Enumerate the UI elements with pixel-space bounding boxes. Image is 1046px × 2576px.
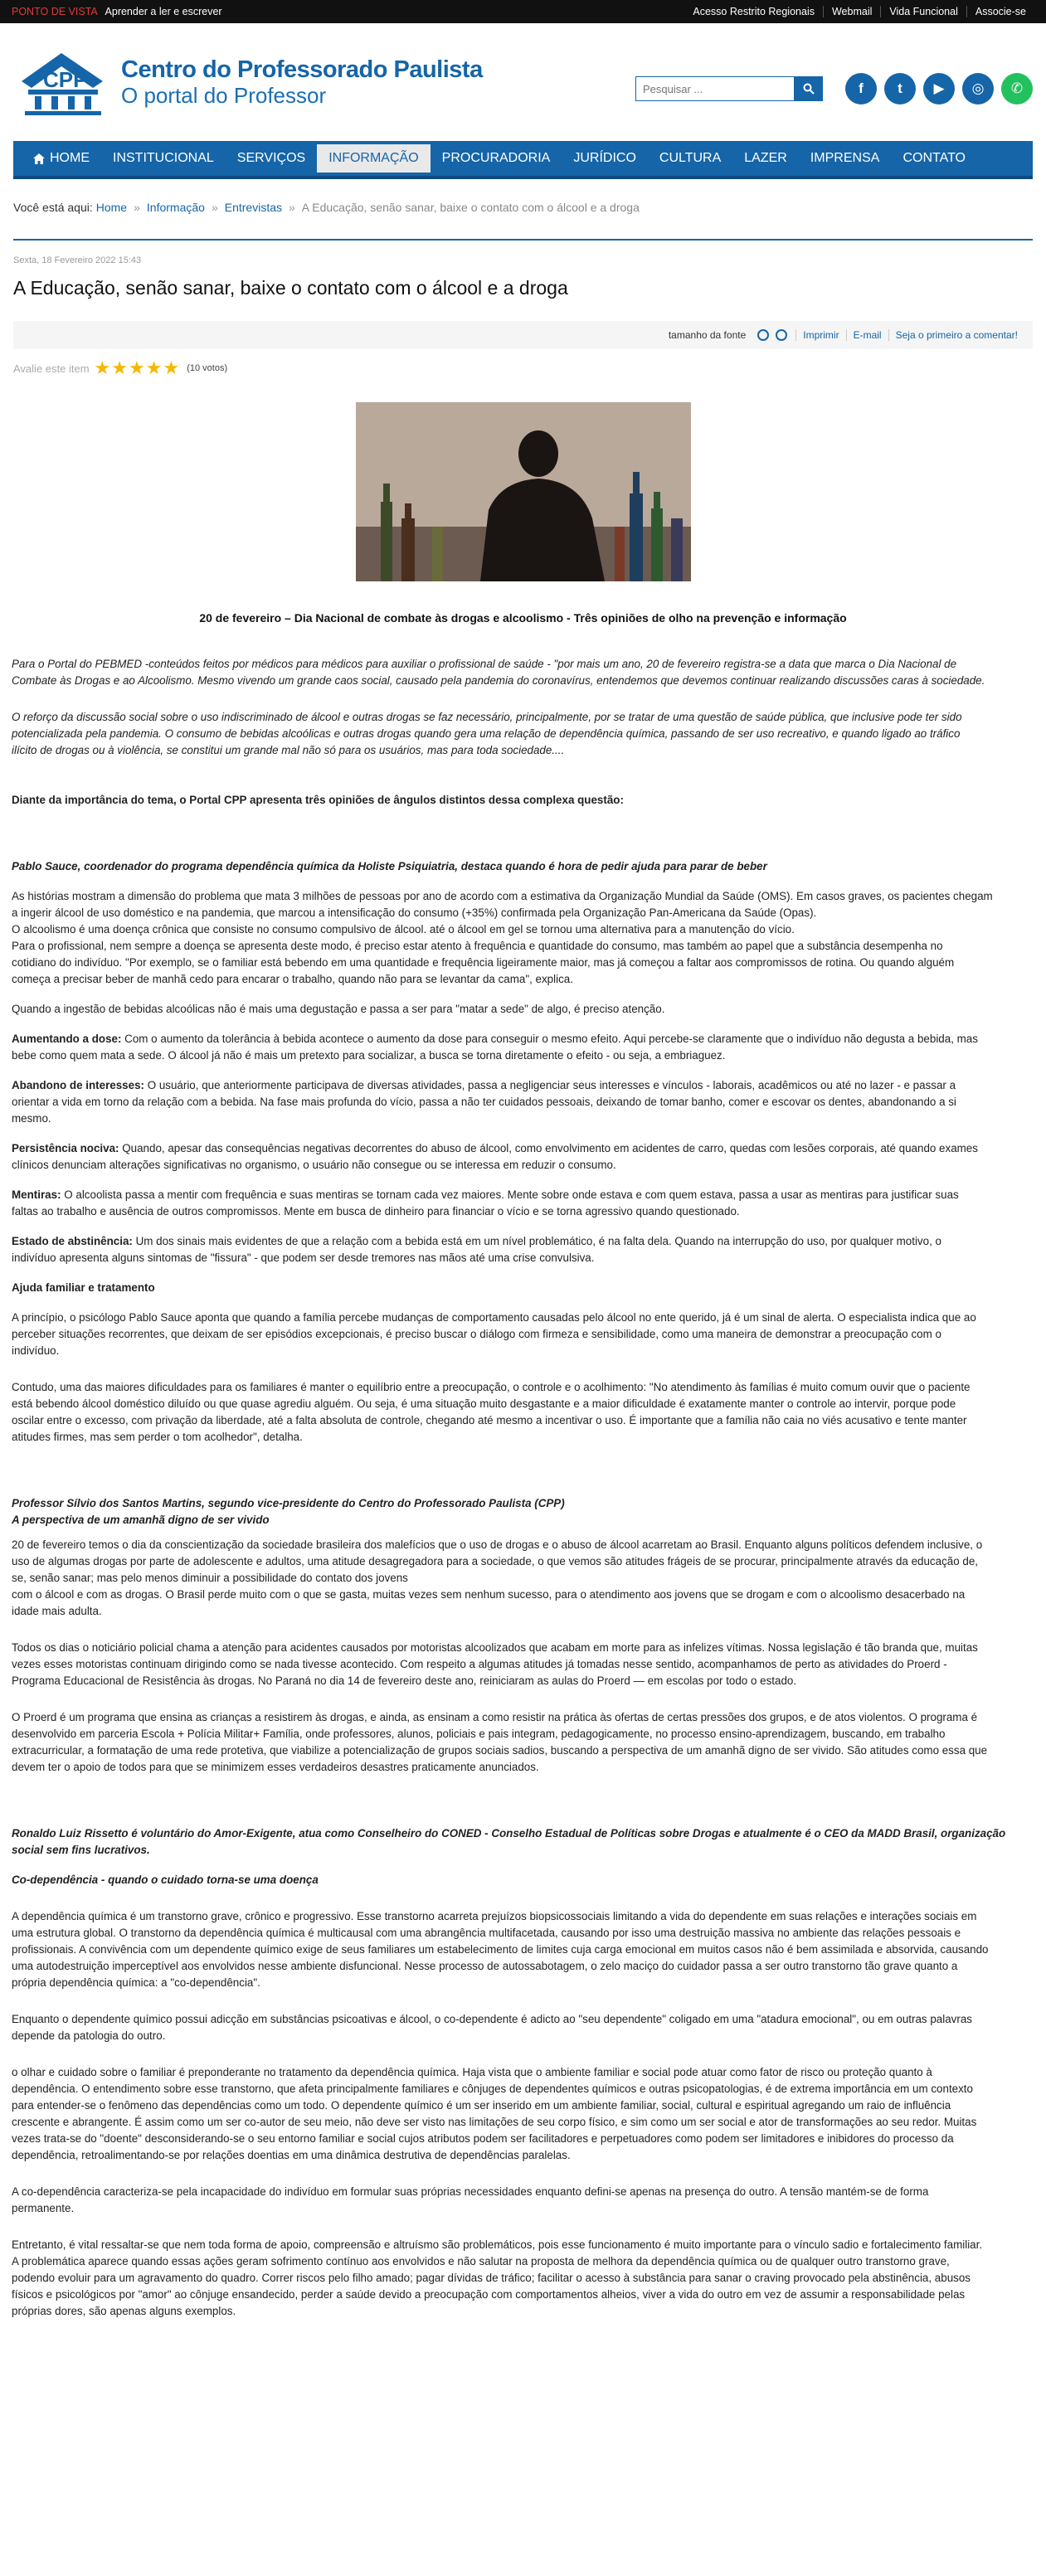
link-restricted-access[interactable]: Acesso Restrito Regionais [693,6,815,17]
body-text: perceber situações recorrentes, que deixam de ser episódios excepcionais, é preciso buscar o diálogo com firmeza e sensibilidade, como uma maneira de demonstrar a preocupação com o [12,1328,941,1340]
breadcrumb-label: Você está aqui: [13,201,93,214]
body-text: permanente. [12,2202,75,2214]
breadcrumb-separator: » [289,201,295,214]
body-text: clínicos denunciam alterações significativas no organismo, o usuário não consegue ou se interessa em reduzir o consumo. [12,1159,616,1171]
breadcrumb-separator: » [211,201,218,214]
article-date: Sexta, 18 Fevereiro 2022 15:43 [13,255,142,265]
section-heading: Professor Sílvio dos Santos Martins, segundo vice-presidente do Centro do Professorado Paulista (CPP) [12,1497,565,1509]
body-text: bebe como quem mata a sede. O álcool já não é mais um pretexto para socializar, a busca se torna diretamente o efeito - ou seja, a embriaguez. [12,1049,726,1062]
nav-servicos[interactable]: SERVIÇOS [236,151,306,165]
search-button[interactable] [795,76,823,101]
body-text [12,1140,1046,1157]
body-text: com o álcool e com as drogas. O Brasil perde muito com o que se gasta, muitas vezes sem nenhum sucesso, para o atendimento aos jovens que se drogam e com o alcoolismo desacerbado na [12,1588,966,1601]
rating [13,359,1033,377]
top-bar-links [684,6,1034,17]
article-image [356,402,691,581]
body-text: o olhar e cuidado sobre o familiar é preponderante no tratamento da dependência química. Haja vista que o ambiente familiar e social pode atuar como fator de risco ou proteção quanto à [12,2066,932,2078]
home-icon [33,153,45,164]
article-tools [13,321,1033,349]
term-text: Com o aumento da tolerância à bebida acontece o aumento da dose para conseguir o mesmo efeito. Aqui percebe-se claramente que o indivíduo não degusta a bebida, mas [121,1033,978,1045]
main-nav [13,141,1033,179]
body-text: crescente e abrangente. É assim como um ser co-autor de seu meio, não deve ser visto nas limitações de seu corpo físico, e sim como um ser social e ator de transformações ao seu redor. Muitas [12,2116,977,2128]
body-text: uma autodestruição imperceptível aos envolvidos nesse ambiente disfuncional. Nesse processo de autossabotagem, o zelo maciço do cuidador passa a ser outro transtorno tão grave quanto a [12,1960,958,1972]
intro-paragraph: ilícito de drogas ou à violência, se constitui um grande mal não só para os usuários, mas para toda sociedade.... [12,744,565,756]
lead-paragraph: Diante da importância do tema, o Portal CPP apresenta três opiniões de ângulos distintos dessa complexa questão: [12,794,624,806]
body-text [12,1187,1046,1203]
body-text: desenvolvido em parceria Escola + Polícia Militar+ Família, onde professores, alunos, policiais e pais integram, pedagogicamente, no processo ensino-aprendizagem, buscando, em trabalho [12,1728,946,1740]
section-heading: Pablo Sauce, coordenador do programa dependência química da Holiste Psiquiatria, destaca quando é hora de pedir ajuda para parar de beber [12,860,767,872]
body-text: próprias dores, são apenas alguns exemplos. [12,2305,236,2317]
body-text: A princípio, o psicólogo Pablo Sauce aponta que quando a família percebe mudanças de comportamento causadas pelo álcool no ente querido, já é um sinal de alerta. O especialista indica que ao [12,1311,976,1324]
youtube-icon[interactable]: ▶ [923,73,955,104]
term-label: Estado de abstinência: [12,1235,133,1247]
print-link[interactable]: Imprimir [795,329,845,341]
link-webmail[interactable]: Webmail [823,6,880,17]
breadcrumb-entrevistas[interactable]: Entrevistas [224,201,282,214]
body-text: está bebendo álcool doméstico diluído ou que quase agrediu alguém. Ou seja, é uma situação muito desgastante e a maior dificuldade é exatamente manter o controle ao intervir, porque pode [12,1397,956,1410]
top-bar [0,0,1046,23]
breadcrumb-separator: » [134,201,140,214]
rating-votes: (10 votos) [187,363,228,373]
section-heading: Ronaldo Luiz Rissetto é voluntário do Amor-Exigente, atua como Conselheiro do CONED - Conselho Estadual de Políticas sobre Drogas e atualmente é o CEO da MADD Brasil, organização [12,1827,1006,1840]
article-image-wrap [0,402,1046,581]
body-text: faltas ao trabalho e ausência de outros compromissos. Mente em busca de dinheiro para financiar o vício e se torna agressivo quando questionado. [12,1205,740,1218]
comment-link[interactable]: Seja o primeiro a comentar! [888,329,1024,341]
body-text: Contudo, uma das maiores dificuldades para os familiares é manter o equilíbrio entre a preocupação, o controle e o acolhimento: "No atendimento às famílias é muito comum ouvir que o paciente [12,1381,971,1393]
breadcrumb-informacao[interactable]: Informação [146,201,205,214]
body-text: idade mais adulta. [12,1605,102,1617]
term-label: Abandono de interesses: [12,1079,144,1091]
nav-juridico[interactable]: JURÍDICO [573,151,636,165]
body-text: própria dependência química: a "co-dependência". [12,1976,260,1989]
body-text: físicos e psicológicos por "amor" ao cônjuge ensandecido, perder a saúde devido a preocupação com comportamentos alheios, viver a vida do outro em vez de assumir a responsabilidade pelas [12,2288,966,2301]
breadcrumb [13,201,1033,241]
twitter-icon[interactable]: t [884,73,916,104]
nav-informacao[interactable]: INFORMAÇÃO [317,144,430,173]
top-bar-tag[interactable]: PONTO DE VISTA [12,6,98,17]
social-links [838,73,1033,104]
body-text: indivíduo apresenta alguns sintomas de "fissura" - que podem ser desde tremores nas mãos até uma crise convulsiva. [12,1252,595,1264]
instagram-icon[interactable]: ◎ [962,73,994,104]
body-text: orientar a vida em torno da relação com a bebida. Na fase mais profunda do vício, passa a não ter cuidados pessoais, deixando de tomar banho, comer e escovar os dentes, abandonando a si [12,1096,956,1108]
logo-text [121,56,483,108]
search-input[interactable] [635,76,795,101]
star-icon[interactable]: ★ [163,357,180,378]
font-size-controls [751,329,787,341]
body-text: 20 de fevereiro temos o dia da conscientização da sociedade brasileira dos malefícios que o uso de drogas e o abuso de álcool acarretam ao Brasil. Enquanto alguns políticos defendem inclusive, o [12,1538,983,1551]
nav-home[interactable] [22,144,101,173]
body-text [12,1233,1046,1250]
search-icon [803,83,815,95]
logo-title: Centro do Professorado Paulista [121,56,483,83]
body-text: uma estrutura global. O transtorno da dependência química é multicausal com uma abrangência multifacetada, causando por isso uma destruição massiva no ambiente das relações pessoais e [12,1927,961,1939]
font-size-label: tamanho da fonte [668,329,747,341]
logo-subtitle: O portal do Professor [121,83,327,108]
body-text: devem ter o apoio de todos para que se minimizem esses verdadeiros desastres praticamente anunciados. [12,1761,539,1773]
body-text: atitudes firmes, mas sem perder o tom acolhedor", detalha. [12,1431,303,1443]
term-text: O alcoolista passa a mentir com frequência e suas mentiras se tornam cada vez maiores. Mente sobre onde estava e com quem estava, passa a usar as mentiras para justificar suas [61,1188,959,1201]
body-text: extracurricular, a formatação de uma rede protetiva, que viabilize a potencialização de grupos sociais sadios, buscando a perspectiva de um amanhã digno de ser vivido. São atitudes como essa que [12,1744,988,1757]
body-text: dependência. O entendimento sobre esse transtorno, que afeta principalmente familiares e cônjuges de dependentes químicos e outras psicopatologias, é de extrema importância em um contexto [12,2083,973,2095]
body-text: mesmo. [12,1112,51,1125]
star-icon[interactable]: ★ [111,357,128,378]
body-text: cotidiano do indivíduo. "Por exemplo, se o familiar está bebendo em uma quantidade e frequência ligeiramente maior, mas já começou a faltar aos compromissos de rotina. Ou quando alguém [12,956,955,969]
nav-home-label: HOME [50,151,90,165]
nav-institucional[interactable]: INSTITUCIONAL [113,151,214,165]
body-text: se, senão sanar; mas pelo menos diminuir a possibilidade do contato dos jovens [12,1572,408,1584]
body-text: Todos os dias o noticiário policial chama a atenção para acidentes causados por motoristas alcoolizados que acabam em morte para as infelizes vítimas. Nossa legislação é tão branda que, muitas [12,1641,978,1654]
page-title: A Educação, senão sanar, baixe o contato com o álcool e a droga [13,277,568,299]
body-text: Entretanto, é vital ressaltar-se que nem toda forma de apoio, compreensão e altruísmo são problemáticos, pois esse funcionamento é muito importante para o vínculo sadio e fortalecimento familiar. [12,2238,983,2251]
body-text: A dependência química é um transtorno grave, crônico e progressivo. Esse transtorno acarreta prejuízos biopsicossociais limitando a vida do dependente em suas relações e interações sociais em [12,1910,977,1922]
intro-paragraph: potencializada pela pandemia. O consumo de bebidas alcoólicas e outras drogas quando gera uma relação de dependência química, passando de ser uso recreativo, e quando ligado ao tráfico [12,727,961,740]
rating-label: Avalie este item [13,362,90,375]
body-text: indivíduo. [12,1344,60,1357]
body-text: depende da patologia do outro. [12,2029,166,2042]
breadcrumb-current: A Educação, senão sanar, baixe o contato com o álcool e a droga [301,201,640,214]
zoom-out-icon[interactable] [757,329,769,341]
star-icon[interactable]: ★ [145,357,163,378]
body-text: podendo evoluir para um agravamento do quadro. Correr riscos pelo filho amado; pagar dívidas de tráfico; facilitar o acesso à substância para sanar o craving provocado pela abstinência, abusos [12,2272,971,2284]
body-text: Para o profissional, nem sempre a doença se apresenta deste modo, é preciso estar atento à frequência e quantidade do consumo, mas também ao papel que a substância desempenha no [12,940,943,952]
intro-paragraph: O reforço da discussão social sobre o uso indiscriminado de álcool e outras drogas se faz necessário, principalmente, por se tratar de uma questão de saúde pública, que inclusive pode ter sido [12,711,962,723]
site-logo[interactable] [13,48,483,116]
nav-cultura[interactable]: CULTURA [659,151,722,165]
body-text: As histórias mostram a dimensão do problema que mata 3 milhões de pessoas por ano de acordo com a estimativa da Organização Mundial da Saúde (OMS). Em casos graves, os pacientes chegam [12,890,993,902]
image-caption: 20 de fevereiro – Dia Nacional de combate às drogas e alcoolismo - Três opiniões de olho na prevenção e informação [199,611,847,625]
link-vida-funcional[interactable]: Vida Funcional [880,6,966,17]
body-text: O alcoolismo é uma doença crônica que consiste no consumo compulsivo de álcool. até o álcool em gel se tornou uma alternativa para a manutenção do vício. [12,923,795,936]
term-label: Mentiras: [12,1188,61,1201]
top-bar-slogan[interactable]: Aprender a ler e escrever [105,6,222,17]
body-text: profissionais. A convivência com um dependente químico exige de seus familiares um estabelecimento de limites cuja carga emocional em muitos casos não é bem assimilada e absorvida, causando [12,1943,989,1956]
nav-contato[interactable]: CONTATO [902,151,966,165]
body-text: para entender-se o fenômeno das dependências como um todo. O dependente químico é um ser inserido em um ambiente familiar, social, cultural e espiritual agregando um raio de influência [12,2099,951,2112]
search-form [635,76,823,101]
term-text: O usuário, que anteriormente participava de diversas atividades, passa a negligenciar seus interesses e vínculos - laborais, acadêmicos ou até no lazer - e passar a [144,1079,956,1091]
nav-imprensa[interactable]: IMPRENSA [810,151,880,165]
subsection-heading: Ajuda familiar e tratamento [12,1281,155,1294]
body-text [12,1031,1046,1047]
site-header [0,23,1046,141]
email-link[interactable]: E-mail [846,329,888,341]
section-heading: social sem fins lucrativos. [12,1844,150,1856]
body-text: vezes esses motoristas continuam dirigindo como se nada tivesse acontecido. Com respeito a algumas atitudes já tomadas nesse sentido, acompanhamos de perto as atividades do Proerd - [12,1658,947,1670]
body-text: O Proerd é um programa que ensina as crianças a resistirem às drogas, e ainda, as ensinam a como resistir na prática às ofertas de certas pressões dos grupos, e de atos violentos. O programa é [12,1711,978,1723]
term-text: Um dos sinais mais evidentes de que a relação com a bebida está em um nível problemático, é na falta dela. Quando na interrupção do uso, por qualquer motivo, o [132,1235,941,1247]
body-text: A problemática aparece quando essas ações geram sofrimento contínuo aos envolvidos e não salutar na proposta de melhora da dependência química ou de qualquer outro transtorno grave, [12,2255,950,2267]
breadcrumb-home[interactable]: Home [95,201,128,214]
body-text: a ingerir álcool de uso doméstico e na pandemia, que marcou a intensificação do consumo (+35%) confirmada pela Organização Pan-Americana da Saúde (Opas). [12,906,817,919]
body-text: Enquanto o dependente químico possui adicção em substâncias psicoativas e álcool, o co-dependente é adicto ao "seu dependente" coligado em uma "atadura emocional", ou em outras palavras [12,2013,972,2025]
intro-paragraph: Para o Portal do PEBMED -conteúdos feitos por médicos para médicos para auxiliar o profissional de saúde - "por mais um ano, 20 de fevereiro registra-se a data que marca o Dia Nacional de [12,658,957,670]
body-text: Quando a ingestão de bebidas alcoólicas não é mais uma degustação e passa a ser para "matar a sede" de algo, é preciso atenção. [12,1003,665,1015]
body-text: oscilar entre o excesso, com privação da liberdade, até a falta absoluta de controle, chegando até mesmo a incentivar o uso. É importante que a família não caia no viés acusativo e tente manter [12,1414,967,1427]
link-associe-se[interactable]: Associe-se [966,6,1034,17]
intro-paragraph: Combate às Drogas e ao Alcoolismo. Mesmo vivendo um grande caos social, causado pela pandemia do coronavírus, entendemos que devemos continuar realizando discussões caras à sociedade. [12,674,985,687]
cpp-logo-icon [13,48,111,116]
section-subheading: A perspectiva de um amanhã digno de ser vivido [12,1514,270,1526]
article-body [12,648,1046,2320]
nav-lazer[interactable]: LAZER [744,151,787,165]
term-label: Aumentando a dose: [12,1033,122,1045]
body-text: uso de algumas drogas por parte de adolescente e adultos, uma atitude desagregadora para a sociedade, o que vemos são atitudes frágeis de se procurar, principalmente através da educação de, [12,1555,978,1567]
top-bar-headline[interactable] [12,6,222,17]
body-text: dependência, retroalimentando-se por relações doentias em uma dinâmica destrutiva de dependências paralelas. [12,2149,571,2161]
rating-stars [95,359,181,377]
whatsapp-icon[interactable]: ✆ [1001,73,1033,104]
star-icon[interactable]: ★ [94,357,111,378]
header-right [635,48,1033,104]
body-text: vezes trata-se do "doente" desconsiderando-se o seu entorno familiar e social cujos atributos podem ser facilitadores e perpetuadores como podem ser limitadores e inibidores do processo da [12,2132,954,2145]
nav-procuradoria[interactable]: PROCURADORIA [441,151,551,165]
svg-text:CPP: CPP [43,67,88,92]
zoom-in-icon[interactable] [776,329,787,341]
facebook-icon[interactable]: f [845,73,877,104]
term-text: Quando, apesar das consequências negativas decorrentes do abuso de álcool, como envolvimento em acidentes de carro, quedas com lesões corporais, até quando exames [119,1142,978,1154]
body-text: A co-dependência caracteriza-se pela incapacidade do indivíduo em formular suas próprias necessidades enquanto defini-se apenas na presença do outro. A tensão mantém-se de forma [12,2185,929,2198]
star-icon[interactable]: ★ [129,357,145,378]
body-text: Programa Educacional de Resistência às drogas. No Paraná no dia 14 de fevereiro deste ano, reiniciaram as aulas do Proerd — em escolas por todo o estado. [12,1674,797,1687]
term-label: Persistência nociva: [12,1142,119,1154]
body-text [12,1077,1046,1094]
body-text: começa a precisar beber de manhã cedo para encarar o trabalho, quando não para se levantar da cama", explica. [12,973,573,985]
section-subheading: Co-dependência - quando o cuidado torna-se uma doença [12,1874,319,1886]
